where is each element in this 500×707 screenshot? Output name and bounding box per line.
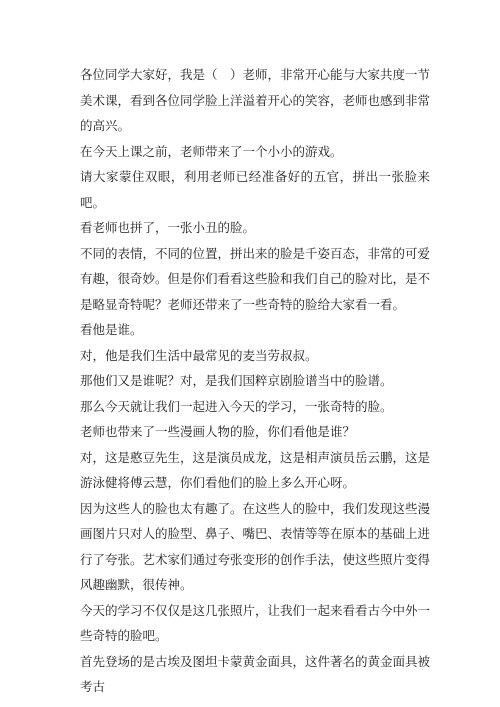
paragraph-opera-masks: 那他们又是谁呢？对，是我们国粹京剧脸谱当中的脸谱。 [80, 373, 393, 388]
paragraph-exaggeration: 因为这些人的脸也太有趣了。在这些人的脸中，我们发现这些漫画图片只对人的脸型、鼻子、嘴巴、表情等等在原本的基础上进行了夸张。艺术家们通过夸张变形的创作手法，使这些照片变得风趣幽默，很传神。 [80, 500, 431, 592]
paragraph-ronald: 对，他是我们生活中最常见的麦当劳叔叔。 [80, 347, 318, 363]
paragraph-different-faces: 不同的表情，不同的位置，拼出来的脸是千姿百态，非常的可爱有趣，很奇妙。但是你们看看这些脸和我们自己的脸对比，是不是略显奇特呢？老师还带来了一些奇特的脸给大家看一看。 [80, 245, 431, 312]
paragraph-game-intro: 在今天上课之前，老师带来了一个小小的游戏。 [80, 143, 343, 159]
paragraph-greeting: 各位同学大家好，我是（ ）老师，非常开心能与大家共度一节美术课，看到各位同学脸上洋溢着开心的笑容，老师也感到非常的高兴。 [80, 67, 431, 133]
paragraph-clown-face: 看老师也拼了，一张小丑的脸。 [80, 220, 256, 235]
paragraph-ancient-modern: 今天的学习不仅仅是这几张照片，让我们一起来看看古今中外一些奇特的脸吧。 [80, 602, 431, 643]
paragraph-golden-mask: 首先登场的是古埃及图坦卡蒙黄金面具，这件著名的黄金面具被考古 [80, 653, 431, 694]
lesson-text-body [80, 62, 430, 700]
paragraph-celebrities: 对，这是憨豆先生，这是演员成龙，这是相声演员岳云鹏，这是游泳健将傅云慧，你们看他们的脸上多么开心呀。 [80, 449, 431, 490]
paragraph-who-is-he: 看他是谁。 [80, 322, 143, 337]
paragraph-comic-faces: 老师也带来了一些漫画人物的脸，你们看他是谁？ [80, 424, 356, 439]
paragraph-blindfold: 请大家蒙住双眼，利用老师已经准备好的五官，拼出一张脸来吧。 [80, 169, 430, 210]
paragraph-lesson-topic: 那么今天就让我们一起进入今天的学习，一张奇特的脸。 [80, 398, 393, 414]
